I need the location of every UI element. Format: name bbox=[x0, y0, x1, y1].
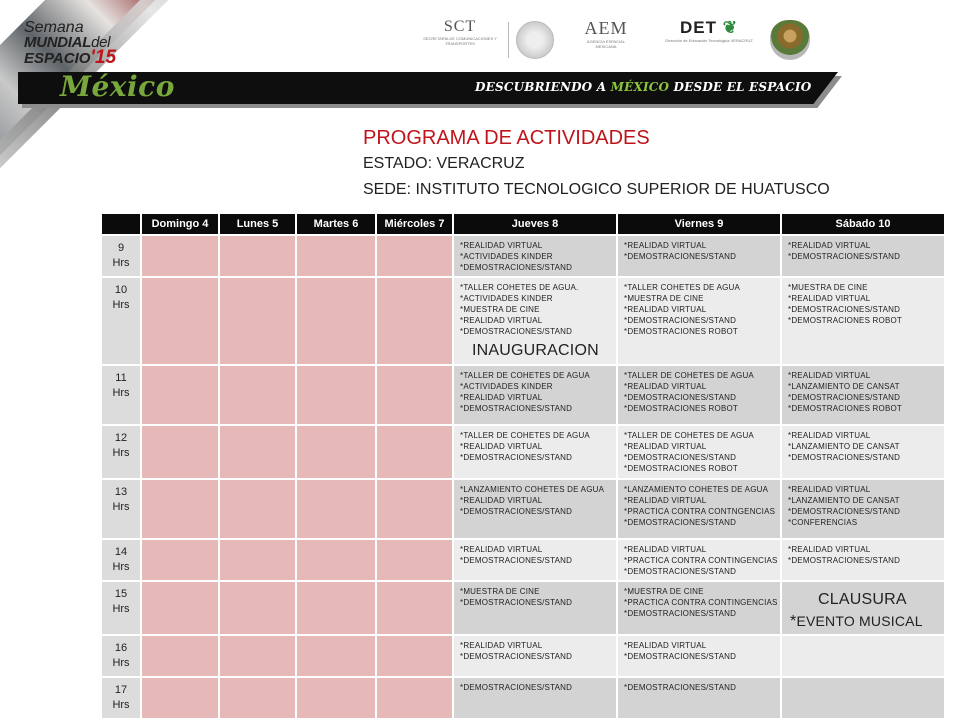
activity-cell-viernes bbox=[618, 480, 780, 538]
schedule-row bbox=[102, 480, 944, 538]
activity-item: *REALIDAD VIRTUAL bbox=[460, 393, 543, 402]
activity-item: *REALIDAD VIRTUAL bbox=[788, 431, 871, 440]
activity-item: *DEMOSTRACIONES ROBOT bbox=[624, 327, 738, 336]
activity-item: *DEMOSTRACIONES ROBOT bbox=[788, 316, 902, 325]
activity-item: *REALIDAD VIRTUAL bbox=[624, 305, 707, 314]
empty-slot bbox=[377, 366, 452, 424]
activity-item: *DEMOSTRACIONES/STAND bbox=[624, 652, 737, 661]
day-header: Viernes 9 bbox=[618, 214, 780, 234]
day-header: Sábado 10 bbox=[782, 214, 944, 234]
activity-item: *REALIDAD VIRTUAL bbox=[788, 545, 871, 554]
activity-cell-jueves bbox=[454, 582, 616, 634]
hour-value: 17 bbox=[114, 684, 128, 696]
hour-cell bbox=[102, 582, 140, 634]
empty-slot bbox=[220, 678, 295, 718]
hour-value: 12 bbox=[114, 432, 128, 444]
activity-item: *TALLER COHETES DE AGUA bbox=[624, 283, 741, 292]
empty-slot bbox=[297, 278, 375, 364]
aem-logo bbox=[576, 18, 636, 49]
empty-slot bbox=[220, 236, 295, 276]
empty-slot bbox=[377, 582, 452, 634]
hour-cell bbox=[102, 278, 140, 364]
empty-slot bbox=[297, 678, 375, 718]
day-header: Lunes 5 bbox=[220, 214, 295, 234]
schedule-row bbox=[102, 678, 944, 718]
activity-cell-jueves bbox=[454, 636, 616, 676]
hour-unit: Hrs bbox=[112, 501, 130, 513]
activity-item: *REALIDAD VIRTUAL bbox=[460, 241, 543, 250]
day-header: Domingo 4 bbox=[142, 214, 218, 234]
activity-item: *DEMOSTRACIONES/STAND bbox=[624, 252, 737, 261]
activity-item: *DEMOSTRACIONES/STAND bbox=[460, 327, 573, 336]
empty-slot bbox=[377, 278, 452, 364]
inauguration-event: INAUGURACION bbox=[472, 342, 599, 359]
sct-logo bbox=[420, 18, 500, 46]
empty-slot bbox=[297, 236, 375, 276]
activity-cell-sabado bbox=[782, 366, 944, 424]
activity-item: *LANZAMIENTO DE CANSAT bbox=[788, 382, 900, 391]
hour-cell bbox=[102, 636, 140, 676]
hour-cell bbox=[102, 426, 140, 478]
activity-item: *DEMOSTRACIONES ROBOT bbox=[624, 464, 738, 473]
activity-item: *REALIDAD VIRTUAL bbox=[624, 545, 707, 554]
activity-item: *TALLER DE COHETES DE AGUA bbox=[624, 371, 754, 380]
institution-logos bbox=[420, 18, 820, 68]
activity-item: *PRACTICA CONTRA CONTINGENCIAS bbox=[624, 598, 778, 607]
activity-item: *DEMOSTRACIONES/STAND bbox=[460, 556, 573, 565]
activity-cell-viernes bbox=[618, 636, 780, 676]
hour-cell bbox=[102, 480, 140, 538]
activity-item: *MUESTRA DE CINE bbox=[460, 305, 540, 314]
det-leaf-icon: ❦ bbox=[722, 18, 738, 37]
empty-slot bbox=[220, 426, 295, 478]
program-title: PROGRAMA DE ACTIVIDADES bbox=[363, 127, 650, 149]
empty-slot bbox=[377, 426, 452, 478]
activity-item: *DEMOSTRACIONES/STAND bbox=[460, 652, 573, 661]
activity-item: *REALIDAD VIRTUAL bbox=[460, 316, 543, 325]
empty-slot bbox=[377, 636, 452, 676]
activity-cell-sabado bbox=[782, 678, 944, 718]
hour-unit: Hrs bbox=[112, 561, 130, 573]
empty-slot bbox=[142, 236, 218, 276]
hour-value: 11 bbox=[115, 372, 127, 384]
activity-item: *DEMOSTRACIONES/STAND bbox=[624, 609, 737, 618]
activity-item: *DEMOSTRACIONES/STAND bbox=[624, 316, 737, 325]
tagline-part2: DESDE EL ESPACIO bbox=[669, 80, 812, 94]
activity-item: *ACTIVIDADES KINDER bbox=[460, 294, 553, 303]
activity-item: *REALIDAD VIRTUAL bbox=[460, 641, 543, 650]
activity-cell-jueves bbox=[454, 366, 616, 424]
activity-cell-viernes bbox=[618, 426, 780, 478]
empty-slot bbox=[220, 480, 295, 538]
institute-shield-icon bbox=[770, 20, 810, 60]
musical-event-label: EVENTO MUSICAL bbox=[796, 613, 923, 629]
activity-item: *DEMOSTRACIONES/STAND bbox=[788, 252, 901, 261]
activity-item: *PRACTICA CONTRA CONTINGENCIAS bbox=[624, 556, 778, 565]
empty-slot bbox=[220, 366, 295, 424]
program-header bbox=[363, 125, 830, 203]
activity-item: *DEMOSTRACIONES/STAND bbox=[624, 518, 737, 527]
activity-item: *DEMOSTRACIONES/STAND bbox=[460, 683, 573, 692]
empty-slot bbox=[220, 582, 295, 634]
empty-slot bbox=[142, 480, 218, 538]
activity-cell-sabado bbox=[782, 426, 944, 478]
hour-unit: Hrs bbox=[112, 257, 130, 269]
empty-slot bbox=[297, 480, 375, 538]
event-logo-year: '15 bbox=[90, 47, 117, 68]
empty-slot bbox=[377, 236, 452, 276]
activity-item: *DEMOSTRACIONES/STAND bbox=[788, 556, 901, 565]
aem-logo-text: AEM bbox=[584, 18, 628, 38]
activity-item: *DEMOSTRACIONES/STAND bbox=[624, 683, 737, 692]
activity-item: *ACTIVIDADES KINDER bbox=[460, 252, 553, 261]
empty-slot bbox=[142, 540, 218, 580]
activity-item: *DEMOSTRACIONES/STAND bbox=[460, 453, 573, 462]
activity-cell-sabado bbox=[782, 278, 944, 364]
activity-item: *REALIDAD VIRTUAL bbox=[460, 545, 543, 554]
activity-item: *REALIDAD VIRTUAL bbox=[624, 241, 707, 250]
hour-unit: Hrs bbox=[112, 603, 130, 615]
activity-item: *DEMOSTRACIONES/STAND bbox=[624, 393, 737, 402]
empty-slot bbox=[142, 582, 218, 634]
empty-slot bbox=[297, 366, 375, 424]
activity-item: *DEMOSTRACIONES/STAND bbox=[788, 507, 901, 516]
hour-value: 15 bbox=[114, 588, 128, 600]
tagline-part1: DESCUBRIENDO A bbox=[475, 80, 611, 94]
day-header: Jueves 8 bbox=[454, 214, 616, 234]
det-logo-letters: DET bbox=[680, 18, 717, 37]
empty-slot bbox=[297, 540, 375, 580]
empty-slot bbox=[142, 426, 218, 478]
hour-unit: Hrs bbox=[112, 699, 130, 711]
hour-unit: Hrs bbox=[112, 657, 130, 669]
activity-cell-sabado bbox=[782, 480, 944, 538]
activity-item: *REALIDAD VIRTUAL bbox=[460, 442, 543, 451]
aem-logo-subtitle: AGENCIA ESPACIAL MEXICANA bbox=[586, 39, 626, 49]
activity-item: *MUESTRA DE CINE bbox=[460, 587, 540, 596]
det-logo-subtitle: Dirección de Educación Tecnológica VERACRUZ bbox=[665, 38, 753, 43]
activity-cell-viernes bbox=[618, 540, 780, 580]
activity-item: *MUESTRA DE CINE bbox=[624, 294, 704, 303]
closing-event: CLAUSURA bbox=[818, 591, 907, 608]
schedule-row bbox=[102, 636, 944, 676]
header-corner bbox=[102, 214, 140, 234]
hour-value: 13 bbox=[114, 486, 128, 498]
activity-item: *REALIDAD VIRTUAL bbox=[788, 371, 871, 380]
event-logo bbox=[24, 20, 116, 67]
activity-cell-jueves bbox=[454, 426, 616, 478]
schedule-table bbox=[100, 212, 946, 720]
schedule-row bbox=[102, 540, 944, 580]
activity-item: *LANZAMIENTO DE CANSAT bbox=[788, 496, 900, 505]
hour-value: 14 bbox=[114, 546, 128, 558]
activity-item: *DEMOSTRACIONES/STAND bbox=[460, 404, 573, 413]
day-header: Miércoles 7 bbox=[377, 214, 452, 234]
activity-cell-jueves bbox=[454, 480, 616, 538]
activity-cell-sabado bbox=[782, 636, 944, 676]
activity-item: *REALIDAD VIRTUAL bbox=[460, 496, 543, 505]
activity-item: *DEMOSTRACIONES/STAND bbox=[460, 598, 573, 607]
hour-unit: Hrs bbox=[112, 299, 130, 311]
schedule-row bbox=[102, 236, 944, 276]
day-header: Martes 6 bbox=[297, 214, 375, 234]
empty-slot bbox=[220, 636, 295, 676]
empty-slot bbox=[377, 480, 452, 538]
schedule-row bbox=[102, 582, 944, 634]
activity-cell-sabado bbox=[782, 582, 944, 634]
activity-item: *DEMOSTRACIONES ROBOT bbox=[788, 404, 902, 413]
activity-item: *DEMOSTRACIONES/STAND bbox=[460, 507, 573, 516]
activity-item: *DEMOSTRACIONES/STAND bbox=[624, 567, 737, 576]
activity-item: *TALLER DE COHETES DE AGUA bbox=[460, 431, 590, 440]
empty-slot bbox=[142, 678, 218, 718]
logo-divider bbox=[508, 22, 509, 58]
activity-item: *MUESTRA DE CINE bbox=[788, 283, 868, 292]
activity-item: *DEMOSTRACIONES/STAND bbox=[788, 393, 901, 402]
event-logo-espacio: ESPACIO bbox=[24, 50, 91, 67]
hour-cell bbox=[102, 236, 140, 276]
empty-slot bbox=[142, 278, 218, 364]
schedule-row bbox=[102, 278, 944, 364]
activity-cell-jueves bbox=[454, 540, 616, 580]
empty-slot bbox=[142, 366, 218, 424]
activity-cell-sabado bbox=[782, 236, 944, 276]
empty-slot bbox=[297, 426, 375, 478]
activity-item: *TALLER DE COHETES DE AGUA bbox=[624, 431, 754, 440]
mexico-seal-icon bbox=[516, 21, 554, 59]
activity-item: *MUESTRA DE CINE bbox=[624, 587, 704, 596]
activity-item: *TALLER COHETES DE AGUA. bbox=[460, 283, 579, 292]
activity-item: *DEMOSTRACIONES/STAND bbox=[624, 453, 737, 462]
asterisk-mark: * bbox=[790, 613, 797, 630]
schedule-header-row bbox=[102, 214, 944, 234]
schedule-row bbox=[102, 366, 944, 424]
sct-logo-subtitle: SECRETARÍA DE COMUNICACIONES Y TRANSPORTES bbox=[423, 36, 497, 46]
activity-cell-jueves bbox=[454, 678, 616, 718]
empty-slot bbox=[297, 636, 375, 676]
activity-item: *PRACTICA CONTRA CONTNGENCIAS bbox=[624, 507, 776, 516]
event-logo-del: del bbox=[91, 34, 111, 51]
musical-event bbox=[788, 612, 944, 631]
activity-item: *REALIDAD VIRTUAL bbox=[788, 294, 871, 303]
empty-slot bbox=[297, 582, 375, 634]
activity-item: *LANZAMIENTO DE CANSAT bbox=[788, 442, 900, 451]
event-logo-line3 bbox=[24, 47, 117, 68]
country-title: México bbox=[60, 70, 175, 103]
sct-logo-text: SCT bbox=[443, 18, 477, 35]
hour-unit: Hrs bbox=[112, 447, 130, 459]
activity-item: *TALLER DE COHETES DE AGUA bbox=[460, 371, 590, 380]
activity-item: *LANZAMIENTO COHETES DE AGUA bbox=[460, 485, 605, 494]
empty-slot bbox=[142, 636, 218, 676]
hour-cell bbox=[102, 366, 140, 424]
activity-cell-viernes bbox=[618, 582, 780, 634]
program-state: ESTADO: VERACRUZ bbox=[363, 155, 525, 172]
activity-item: *CONFERENCIAS bbox=[788, 518, 858, 527]
det-logo bbox=[664, 18, 754, 43]
banner-tagline bbox=[475, 80, 811, 94]
activity-item: *LANZAMIENTO COHETES DE AGUA bbox=[624, 485, 769, 494]
det-logo-text bbox=[664, 18, 754, 38]
empty-slot bbox=[220, 278, 295, 364]
empty-slot bbox=[220, 540, 295, 580]
activity-cell-viernes bbox=[618, 366, 780, 424]
hour-unit: Hrs bbox=[112, 387, 130, 399]
hour-value: 10 bbox=[114, 284, 128, 296]
program-venue: SEDE: INSTITUTO TECNOLOGICO SUPERIOR DE HUATUSCO bbox=[363, 181, 830, 198]
activity-cell-jueves bbox=[454, 236, 616, 276]
hour-value: 9 bbox=[117, 242, 125, 254]
activity-item: *DEMOSTRACIONES/STAND bbox=[788, 453, 901, 462]
activity-cell-viernes bbox=[618, 678, 780, 718]
activity-item: *REALIDAD VIRTUAL bbox=[624, 496, 707, 505]
activity-item: *ACTIVIDADES KINDER bbox=[460, 382, 553, 391]
schedule-body bbox=[102, 236, 944, 718]
activity-item: *DEMOSTRACIONES ROBOT bbox=[624, 404, 738, 413]
schedule-row bbox=[102, 426, 944, 478]
activity-cell-viernes bbox=[618, 278, 780, 364]
hour-cell bbox=[102, 678, 140, 718]
activity-item: *DEMOSTRACIONES/STAND bbox=[788, 305, 901, 314]
activity-item: *REALIDAD VIRTUAL bbox=[788, 241, 871, 250]
event-logo-mundial: MUNDIAL bbox=[24, 34, 92, 51]
activity-cell-sabado bbox=[782, 540, 944, 580]
hour-cell bbox=[102, 540, 140, 580]
activity-item: *REALIDAD VIRTUAL bbox=[624, 442, 707, 451]
activity-item: *REALIDAD VIRTUAL bbox=[788, 485, 871, 494]
activity-cell-jueves bbox=[454, 278, 616, 364]
activity-item: *REALIDAD VIRTUAL bbox=[624, 641, 707, 650]
empty-slot bbox=[377, 678, 452, 718]
activity-cell-viernes bbox=[618, 236, 780, 276]
activity-item: *DEMOSTRACIONES/STAND bbox=[460, 263, 573, 272]
hour-value: 16 bbox=[114, 642, 128, 654]
empty-slot bbox=[377, 540, 452, 580]
event-logo-line1: Semana bbox=[24, 19, 84, 36]
tagline-mexico: MÉXICO bbox=[610, 80, 670, 94]
activity-item: *REALIDAD VIRTUAL bbox=[624, 382, 707, 391]
